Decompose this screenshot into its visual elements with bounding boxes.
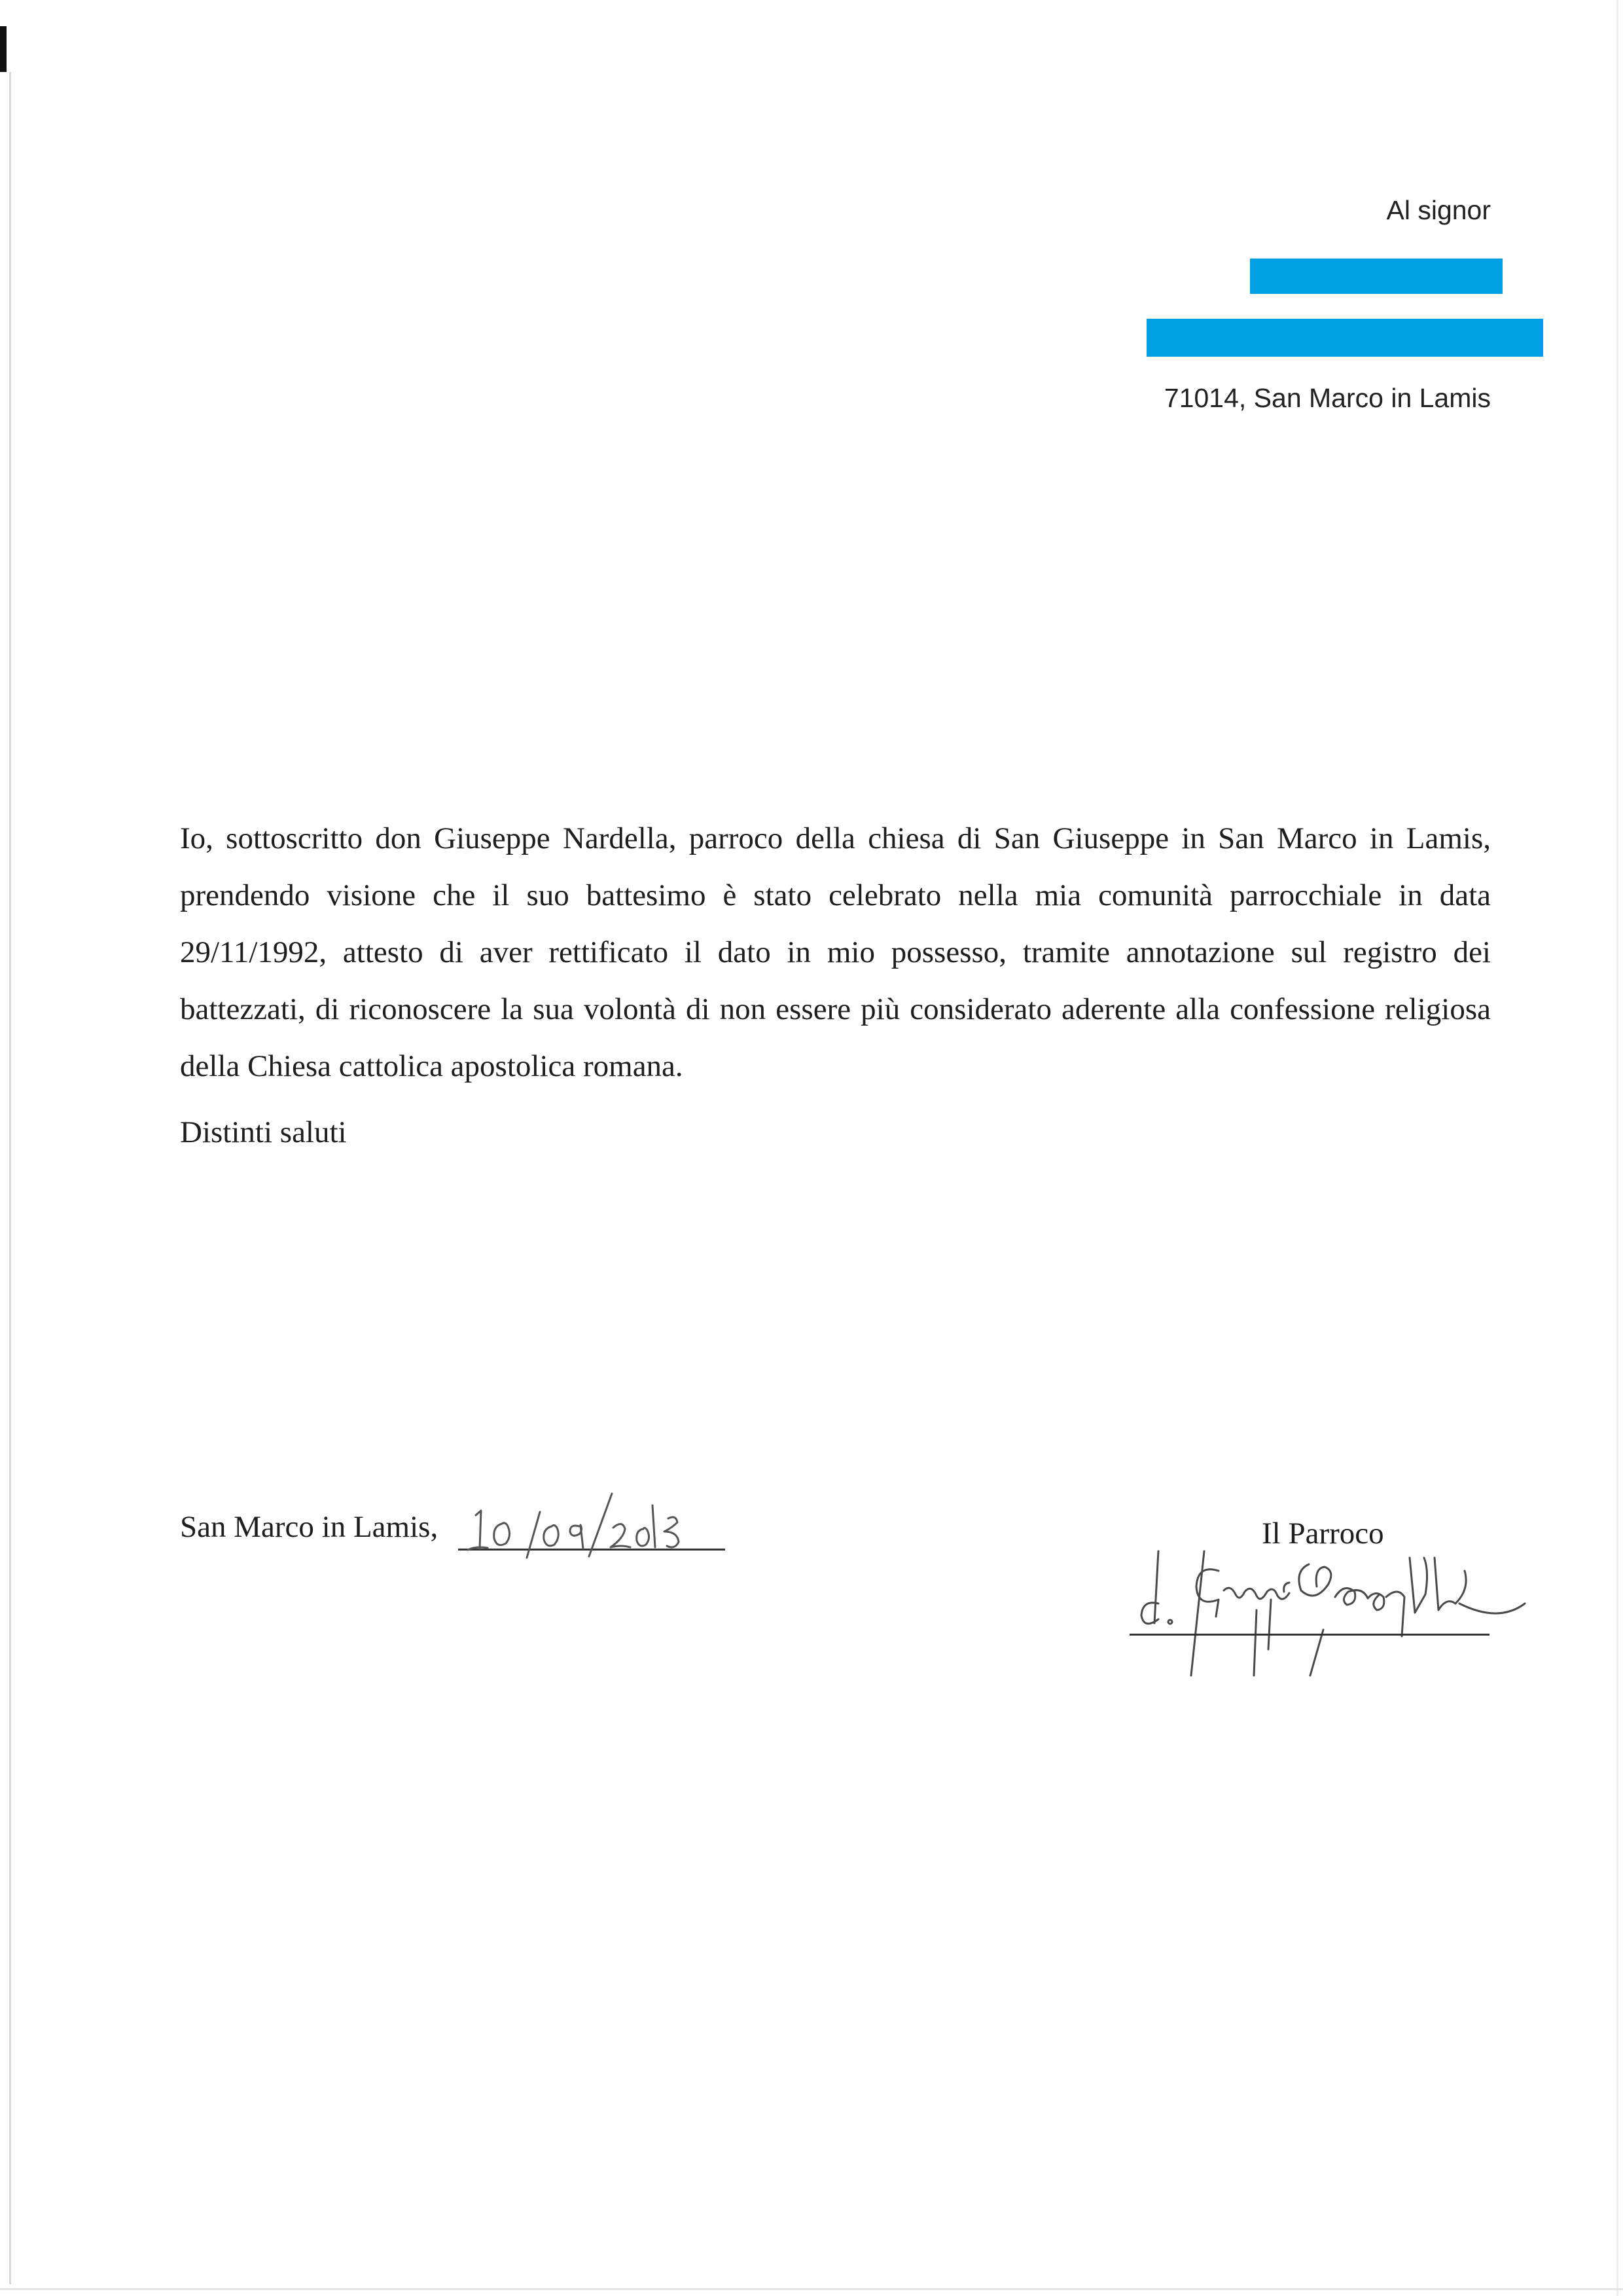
handwritten-signature	[1106, 1532, 1564, 1695]
recipient-city-line: 71014, San Marco in Lamis	[1164, 383, 1491, 413]
redacted-recipient-street	[1147, 319, 1543, 357]
letter-place: San Marco in Lamis,	[180, 1510, 438, 1544]
signature-graphic	[1106, 1532, 1564, 1695]
letter-body-paragraph: Io, sottoscritto don Giuseppe Nardella, parroco della chiesa di San Giuseppe in San Marco in Lamis, prendendo visione che il suo battesimo è stato celebrato nella mia comunità parrocchiale in data 29/11/1992, attesto di aver rettificato il dato in mio possesso, tramite annotazione sul registro dei battezzati, di riconoscere la sua volontà di non essere più considerato aderente alla confessione religiosa della Chiesa cattolica apostolica romana.	[180, 821, 1491, 1083]
scan-artifact-edge	[0, 26, 7, 72]
redacted-recipient-name	[1250, 259, 1503, 294]
signatory-role: Il Parroco	[1262, 1516, 1384, 1551]
letter-closing: Distinti saluti	[180, 1115, 347, 1149]
recipient-salutation: Al signor	[1386, 195, 1491, 225]
handwritten-date	[461, 1486, 730, 1564]
scan-artifact-line	[9, 72, 11, 2284]
scan-artifact-right-edge	[1616, 0, 1618, 2296]
signature-underline	[1130, 1634, 1489, 1636]
handwritten-date-graphic	[461, 1486, 730, 1564]
scan-artifact-bottom-edge	[0, 2288, 1623, 2290]
